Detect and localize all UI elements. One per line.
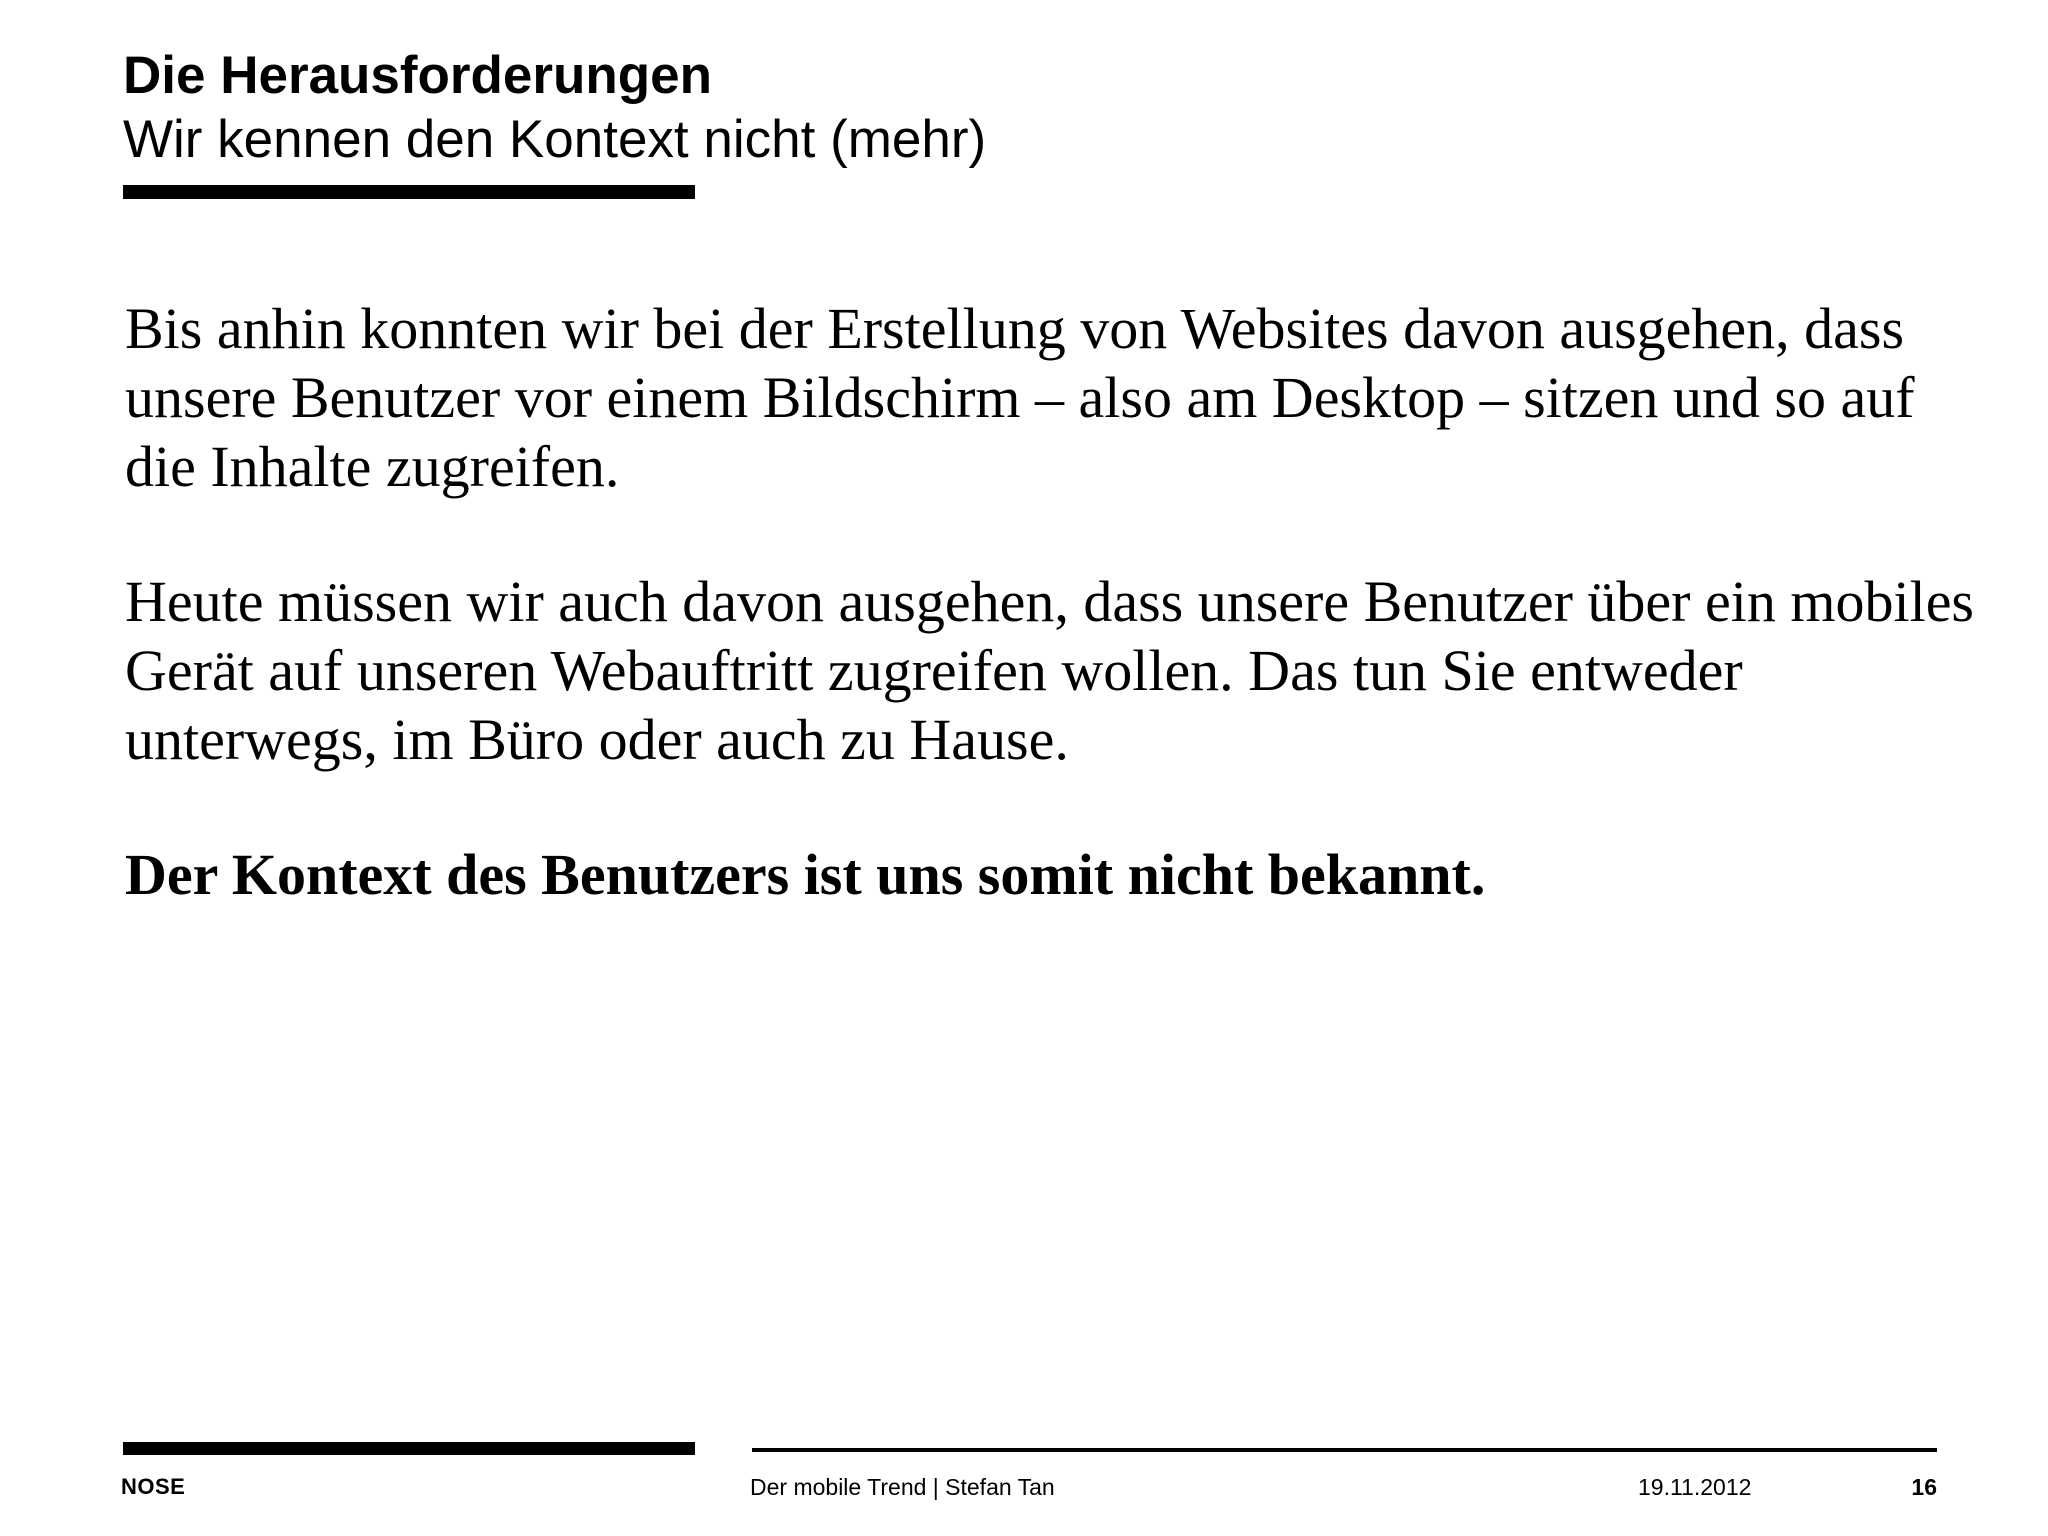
body-paragraph: Bis anhin konnten wir bei der Erstellung von Websites davon ausgehen, dass unsere Benutzer vor einem Bildschirm – also am Desktop – sitzen und so auf die Inhalte zugreifen. bbox=[125, 296, 1915, 499]
footer-rule-left bbox=[123, 1442, 695, 1455]
footer-date: 19.11.2012 bbox=[1638, 1474, 1752, 1500]
slide-title: Die Herausforderungen bbox=[123, 46, 713, 105]
slide-body bbox=[125, 294, 1985, 975]
footer-rule-right bbox=[752, 1448, 1937, 1452]
footer-presentation-title: Der mobile Trend | Stefan Tan bbox=[750, 1474, 1055, 1500]
body-paragraph: Heute müssen wir auch davon ausgehen, dass unsere Benutzer über ein mobiles Gerät auf unseren Webauftritt zugreifen wollen. Das tun Sie entweder unterwegs, im Büro oder auch zu Hause. bbox=[125, 569, 1975, 772]
page-number: 16 bbox=[1911, 1474, 1937, 1500]
slide-subtitle: Wir kennen den Kontext nicht (mehr) bbox=[123, 110, 987, 169]
title-underline bbox=[123, 185, 695, 199]
footer-logo: NOSE bbox=[121, 1474, 186, 1499]
body-emphasis: Der Kontext des Benutzers ist uns somit nicht bekannt. bbox=[125, 842, 1486, 907]
